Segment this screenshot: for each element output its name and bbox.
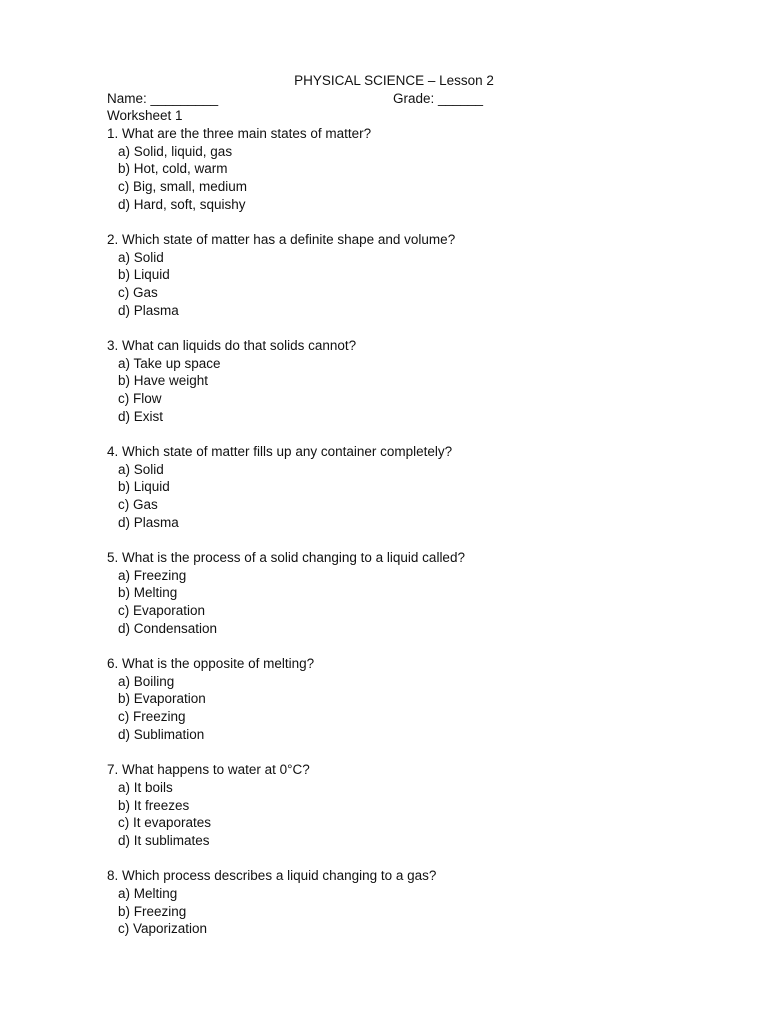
answer-option: a) Solid, liquid, gas <box>118 143 233 159</box>
question-list <box>107 125 727 955</box>
answer-option: c) Vaporization <box>118 921 208 937</box>
question-text: 7. What happens to water at 0°C? <box>107 762 310 778</box>
question-2 <box>107 231 727 320</box>
answer-option: b) Liquid <box>118 479 170 495</box>
answer-option: d) Plasma <box>118 302 179 318</box>
answer-option: a) Melting <box>118 885 178 901</box>
answer-option: d) Sublimation <box>118 726 205 742</box>
answer-option: b) Freezing <box>118 903 187 919</box>
answer-option: b) Hot, cold, warm <box>118 161 228 177</box>
question-8 <box>107 867 727 938</box>
question-text: 2. Which state of matter has a definite shape and volume? <box>107 232 456 248</box>
answer-option: c) Gas <box>118 497 158 513</box>
question-text: 4. Which state of matter fills up any container completely? <box>107 444 453 460</box>
name-field-label: Name: _________ <box>107 91 219 106</box>
answer-option: c) Freezing <box>118 709 186 725</box>
answer-option: a) Solid <box>118 249 164 265</box>
answer-option: c) Big, small, medium <box>118 179 248 195</box>
question-text: 6. What is the opposite of melting? <box>107 656 315 672</box>
answer-option: c) Flow <box>118 391 162 407</box>
answer-option: a) Freezing <box>118 567 187 583</box>
question-7 <box>107 761 727 850</box>
answer-option: c) Gas <box>118 285 158 301</box>
question-4 <box>107 443 727 532</box>
question-6 <box>107 655 727 744</box>
answer-option: a) Take up space <box>118 355 221 371</box>
answer-option: a) It boils <box>118 779 173 795</box>
question-1 <box>107 125 727 214</box>
answer-option: d) Exist <box>118 408 164 424</box>
answer-option: d) Hard, soft, squishy <box>118 196 246 212</box>
answer-option: c) It evaporates <box>118 815 212 831</box>
grade-field-label: Grade: ______ <box>393 91 484 106</box>
page-title: PHYSICAL SCIENCE – Lesson 2 <box>294 73 494 88</box>
answer-option: b) Have weight <box>118 373 209 389</box>
question-text: 8. Which process describes a liquid changing to a gas? <box>107 868 437 884</box>
answer-option: b) Liquid <box>118 267 170 283</box>
question-text: 1. What are the three main states of matter? <box>107 126 372 141</box>
answer-option: d) It sublimates <box>118 832 210 848</box>
answer-option: b) Melting <box>118 585 178 601</box>
question-3 <box>107 337 727 426</box>
answer-option: b) Evaporation <box>118 691 206 707</box>
answer-option: d) Condensation <box>118 620 218 636</box>
answer-option: a) Boiling <box>118 673 175 689</box>
question-5 <box>107 549 727 638</box>
worksheet-label: Worksheet 1 <box>107 108 183 123</box>
answer-option: a) Solid <box>118 461 164 477</box>
answer-option: d) Plasma <box>118 514 179 530</box>
question-text: 5. What is the process of a solid changing to a liquid called? <box>107 550 465 566</box>
question-text: 3. What can liquids do that solids cannot? <box>107 338 357 354</box>
answer-option: b) It freezes <box>118 797 190 813</box>
answer-option: c) Evaporation <box>118 603 206 619</box>
